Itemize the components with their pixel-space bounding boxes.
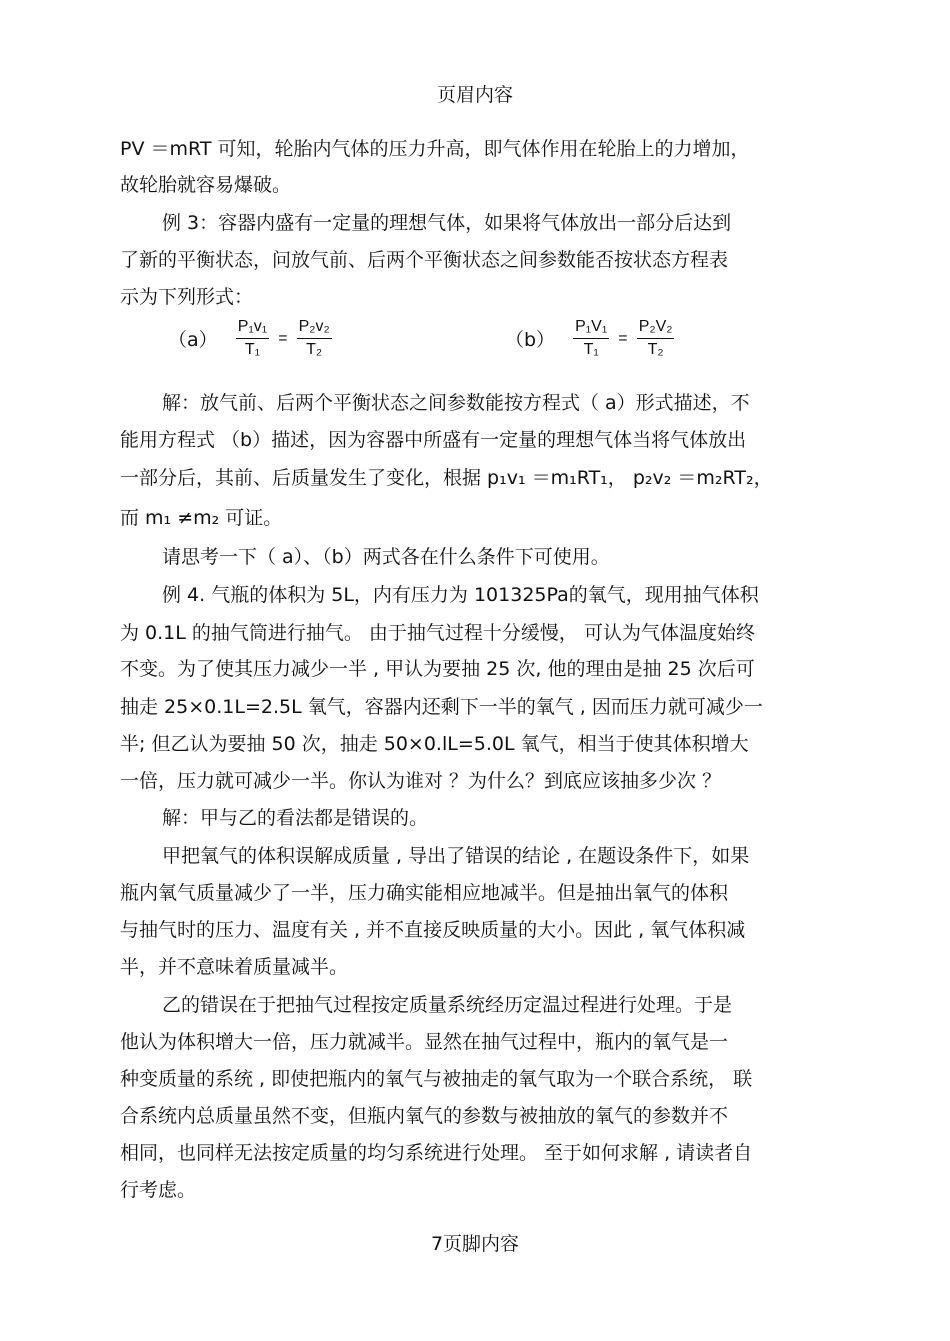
denominator: T₂ <box>647 341 664 358</box>
denominator: T₁ <box>244 341 261 358</box>
text-line: 与抽气时的压力、温度有关 , 并不直接反映质量的大小。因此 , 氧气体积减 <box>120 919 746 941</box>
page-header: 页眉内容 <box>436 84 513 106</box>
equals-sign: = <box>278 329 288 347</box>
text-line: 而 m₁ ≠m₂ 可证。 <box>120 507 283 529</box>
equation-b-label: （b） <box>505 329 556 351</box>
text-line: 半，并不意味着质量减半。 <box>120 956 349 978</box>
equation-a-label: （a） <box>168 329 218 351</box>
text-line: 乙的错误在于把抽气过程按定质量系统经历定温过程进行处理。于是 <box>162 994 733 1016</box>
text-line: 半; 但乙认为要抽 50 次，抽走 50×0.lL=5.0L 氧气，相当于使其体积增大 <box>120 733 749 755</box>
numerator: P₂V₂ <box>637 318 675 339</box>
text-line: 相同，也同样无法按定质量的均匀系统进行处理。 至于如何求解 , 请读者自 <box>120 1142 753 1164</box>
text-line: 请思考一下（ a）、（b）两式各在什么条件下可使用。 <box>162 546 610 568</box>
text-line: 种变质量的系统 , 即使把瓶内的氧气与被抽走的氧气取为一个联合系统， 联 <box>120 1068 753 1090</box>
text-line: 抽走 25×0.1L=2.5L 氧气，容器内还剩下一半的氧气 , 因而压力就可减少一 <box>120 696 763 718</box>
text-line: PV ＝mRT 可知，轮胎内气体的压力升高，即气体作用在轮胎上的力增加， <box>120 138 750 160</box>
text-line: 合系统内总质量虽然不变，但瓶内氧气的参数与被抽放的氧气的参数并不 <box>120 1105 729 1127</box>
numerator: P₂v₂ <box>297 318 332 339</box>
text-line: 故轮胎就容易爆破。 <box>120 174 292 196</box>
numerator: P₁V₁ <box>573 318 609 339</box>
fraction-left <box>236 318 269 359</box>
fraction-left <box>573 318 609 359</box>
equation-b <box>505 318 674 359</box>
text-line: 一倍，压力就可减少一半。你认为谁对 ？为什么？到底应该抽多少次 ？ <box>120 770 722 792</box>
text-line: 为 0.1L 的抽气筒进行抽气。 由于抽气过程十分缓慢， 可认为气体温度始终 <box>120 622 755 644</box>
text-line: 例 3：容器内盛有一定量的理想气体，如果将气体放出一部分后达到 <box>162 212 732 234</box>
text-line: 不变。为了使其压力减少一半 , 甲认为要抽 25 次, 他的理由是抽 25 次后可 <box>120 658 755 680</box>
text-line: 解：甲与乙的看法都是错误的。 <box>162 807 429 829</box>
text-line: 瓶内氧气质量减少了一半，压力确实能相应地减半。但是抽出氧气的体积 <box>120 882 729 904</box>
fraction-right <box>297 318 332 359</box>
text-line: 了新的平衡状态，问放气前、后两个平衡状态之间参数能否按状态方程表 <box>120 249 729 271</box>
denominator: T₁ <box>583 341 599 358</box>
text-line: 示为下列形式： <box>120 286 254 308</box>
text-line: 解：放气前、后两个平衡状态之间参数能按方程式（ a）形式描述，不 <box>162 392 750 414</box>
equals-sign: = <box>618 329 628 347</box>
numerator: P₁v₁ <box>236 318 269 339</box>
text-line: 一部分后，其前、后质量发生了变化，根据 p₁v₁ ＝m₁RT₁， p₂v₂ ＝m₂RT₂， <box>120 467 773 489</box>
text-line: 例 4. 气瓶的体积为 5L，内有压力为 101325Pa的氧气，现用抽气体积 <box>162 584 759 606</box>
text-line: 甲把氧气的体积误解成质量 , 导出了错误的结论 , 在题设条件下，如果 <box>162 845 750 867</box>
fraction-right <box>637 318 675 359</box>
text-line: 能用方程式 （b）描述，因为容器中所盛有一定量的理想气体当将气体放出 <box>120 429 747 451</box>
text-line: 他认为体积增大一倍，压力就减半。显然在抽气过程中，瓶内的氧气是一 <box>120 1031 729 1053</box>
denominator: T₂ <box>306 341 323 358</box>
equation-a <box>168 318 332 359</box>
text-line: 行考虑。 <box>120 1179 197 1201</box>
page-footer: 7页脚内容 <box>430 1233 520 1255</box>
